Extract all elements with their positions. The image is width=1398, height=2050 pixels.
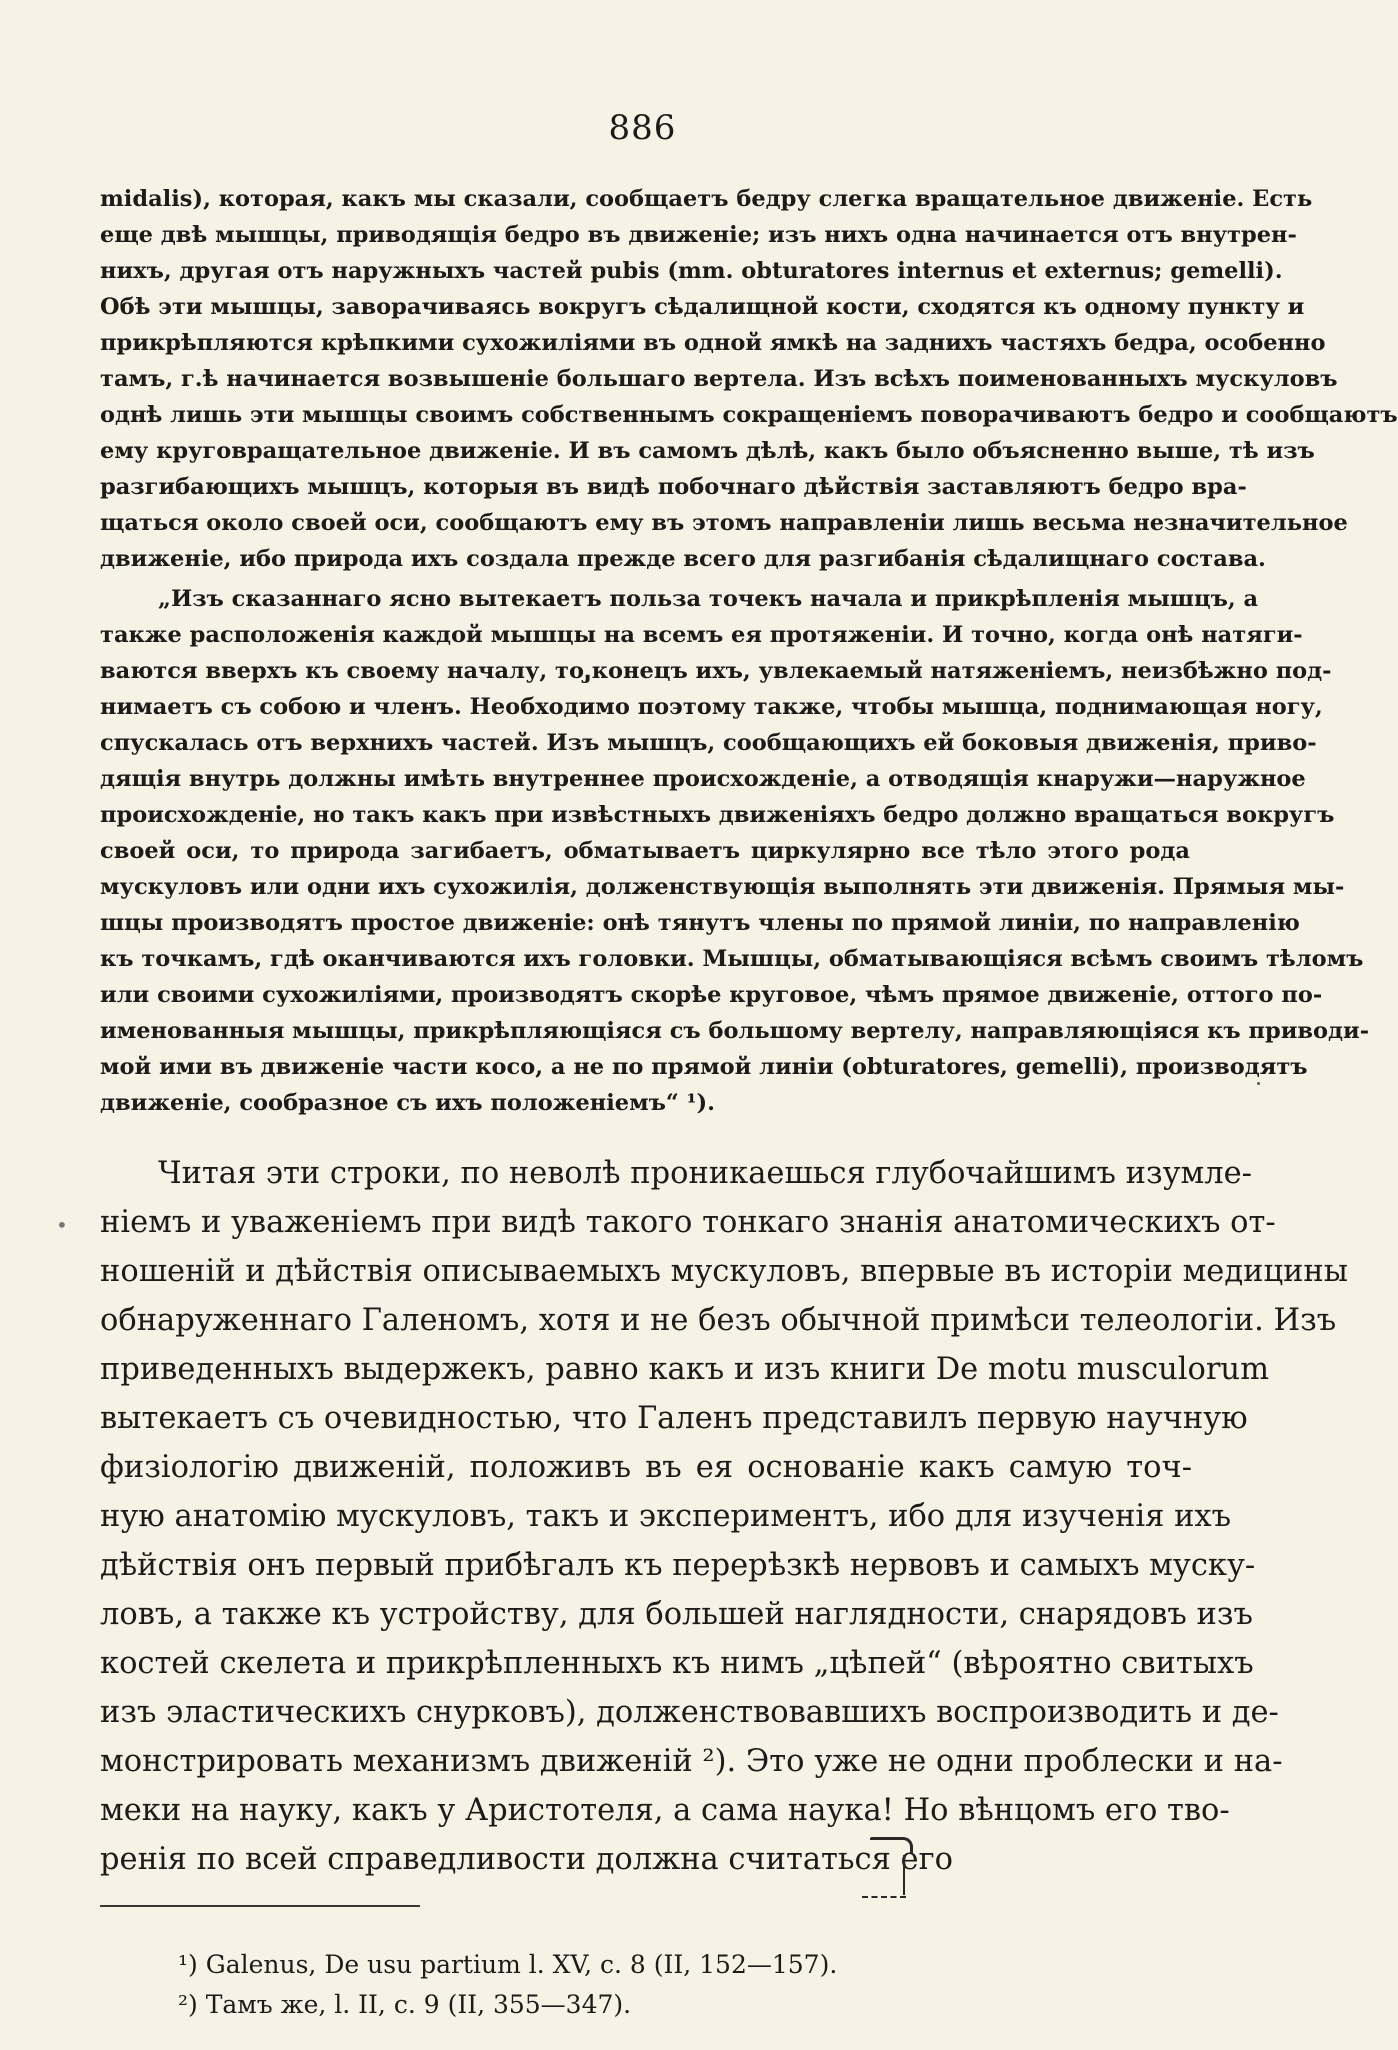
quote-line: „Изъ сказаннаго ясно вытекаетъ польза точекъ начала и прикрѣпленія мышцъ, а xyxy=(158,586,1259,612)
quote-line: происхожденіе, но такъ какъ при извѣстныхъ движеніяхъ бедро должно вращаться вокругъ xyxy=(100,802,1335,828)
body-line: изъ эластическихъ снурковъ), долженствовавшихъ воспроизводить и де- xyxy=(100,1695,1279,1730)
quote-line: своей оси, то природа загибаетъ, обматываетъ циркулярно все тѣло этого рода xyxy=(100,838,1190,864)
footnote: ²) Тамъ же, l. II, c. 9 (II, 355—347). xyxy=(178,1990,632,2019)
body-line: вытекаетъ съ очевидностью, что Галенъ представилъ первую научную xyxy=(100,1401,1248,1436)
quote-line: движеніе, сообразное съ ихъ положеніемъ“ ¹). xyxy=(100,1090,715,1116)
body-line: монстрировать механизмъ движеній ²). Это уже не одни проблески и на- xyxy=(100,1744,1283,1779)
body-line: обнаруженнаго Галеномъ, хотя и не безъ обычной примѣси телеологіи. Изъ xyxy=(100,1303,1337,1338)
body-line: дѣйствія онъ первый прибѣгалъ къ перерѣзкѣ нервовъ и самыхъ муску- xyxy=(100,1548,1256,1583)
quote-line: тамъ, г.ѣ начинается возвышеніе большаго вертела. Изъ всѣхъ поименованныхъ мускуловъ xyxy=(100,366,1338,392)
quote-line: еще двѣ мышцы, приводящія бедро въ движеніе; изъ нихъ одна начинается отъ внутрен- xyxy=(100,222,1297,248)
body-line: ловъ, а также къ устройству, для большей наглядности, снарядовъ изъ xyxy=(100,1597,1253,1632)
body-line: ную анатомію мускуловъ, такъ и экспериментъ, ибо для изученія ихъ xyxy=(100,1499,1232,1534)
quote-line: къ точкамъ, гдѣ оканчиваются ихъ головки. Мышцы, обматывающіяся всѣмъ своимъ тѣломъ xyxy=(100,946,1364,972)
body-line: ніемъ и уваженіемъ при видѣ такого тонкаго знанія анатомическихъ от- xyxy=(100,1205,1276,1240)
margin-bullet-mark: • xyxy=(56,1213,68,1237)
quote-line: движеніе, ибо природа ихъ создала прежде всего для разгибанія сѣдалищнаго состава. xyxy=(100,546,1266,572)
quote-line: Обѣ эти мышцы, заворачиваясь вокругъ сѣдалищной кости, сходятся къ одному пункту и xyxy=(100,294,1305,320)
editorial-dash-mark xyxy=(862,1896,906,1898)
body-line: ренія по всей справедливости должна считаться его xyxy=(100,1842,953,1877)
quote-line: ваются вверхъ къ своему началу, то ̡конецъ ихъ, увлекаемый натяженіемъ, неизбѣжно под- xyxy=(100,658,1332,684)
body-line: костей скелета и прикрѣпленныхъ къ нимъ „цѣпей“ (вѣроятно свитыхъ xyxy=(100,1646,1254,1681)
quote-line: нихъ, другая отъ наружныхъ частей pubis (mm. obturatores internus et externus; gemelli). xyxy=(100,258,1283,284)
quote-line: шцы производятъ простое движеніе: онѣ тянутъ члены по прямой линіи, по направленію xyxy=(100,910,1300,936)
editorial-bracket-mark xyxy=(870,1837,913,1854)
quote-line: нимаетъ съ собою и членъ. Необходимо поэтому также, чтобы мышца, поднимающая ногу, xyxy=(100,694,1323,720)
footnote-divider xyxy=(100,1905,420,1907)
quote-line: щаться около своей оси, сообщаютъ ему въ этомъ направленіи лишь весьма незначительное xyxy=(100,510,1348,536)
quote-line: мой ими въ движеніе части косо, а не по прямой линіи (obturatores, gemelli), производятъ xyxy=(100,1054,1308,1080)
quote-line: ему круговращательное движеніе. И въ самомъ дѣлѣ, какъ было объясненно выше, тѣ изъ xyxy=(100,438,1315,464)
quote-line: мускуловъ или одни ихъ сухожилія, долженствующія выполнять эти движенія. Прямыя мы- xyxy=(100,874,1345,900)
margin-speck xyxy=(1257,1082,1260,1085)
quote-line: прикрѣпляются крѣпкими сухожиліями въ одной ямкѣ на заднихъ частяхъ бедра, особенно xyxy=(100,330,1326,356)
quote-line: разгибающихъ мышцъ, которыя въ видѣ побочнаго дѣйствія заставляютъ бедро вра- xyxy=(100,474,1247,500)
quote-line: также расположенія каждой мышцы на всемъ ея протяженіи. И точно, когда онѣ натяги- xyxy=(100,622,1303,648)
quote-line: дящія внутрь должны имѣть внутреннее происхожденіе, а отводящія кнаружи—наружное xyxy=(100,766,1306,792)
body-line: меки на науку, какъ у Аристотеля, а сама наука! Но вѣнцомъ его тво- xyxy=(100,1793,1230,1828)
body-line: физіологію движеній, положивъ въ ея основаніе какъ самую точ- xyxy=(100,1450,1192,1485)
footnote: ¹) Galenus, De usu partium l. XV, c. 8 (II, 152—157). xyxy=(178,1950,838,1979)
editorial-bar-mark xyxy=(903,1855,905,1895)
quote-line: или своими сухожиліями, производятъ скорѣе круговое, чѣмъ прямое движеніе, оттого по- xyxy=(100,982,1323,1008)
quote-line: midalis), которая, какъ мы сказали, сообщаетъ бедру слегка вращательное движеніе. Есть xyxy=(100,186,1313,212)
body-line: Читая эти строки, по неволѣ проникаешься глубочайшимъ изумле- xyxy=(158,1156,1252,1191)
quote-line: спускалась отъ верхнихъ частей. Изъ мышцъ, сообщающихъ ей боковыя движенія, приво- xyxy=(100,730,1317,756)
quote-line: именованныя мышцы, прикрѣпляющіяся съ большому вертелу, направляющіяся къ приводи- xyxy=(100,1018,1370,1044)
quote-line: однѣ лишь эти мышцы своимъ собственнымъ сокращеніемъ поворачиваютъ бедро и сообщаютъ xyxy=(100,402,1398,428)
body-line: приведенныхъ выдержекъ, равно какъ и изъ книги De motu musculorum xyxy=(100,1352,1269,1387)
page-number: 886 xyxy=(608,108,677,148)
body-line: ношеній и дѣйствія описываемыхъ мускуловъ, впервые въ исторіи медицины xyxy=(100,1254,1348,1289)
